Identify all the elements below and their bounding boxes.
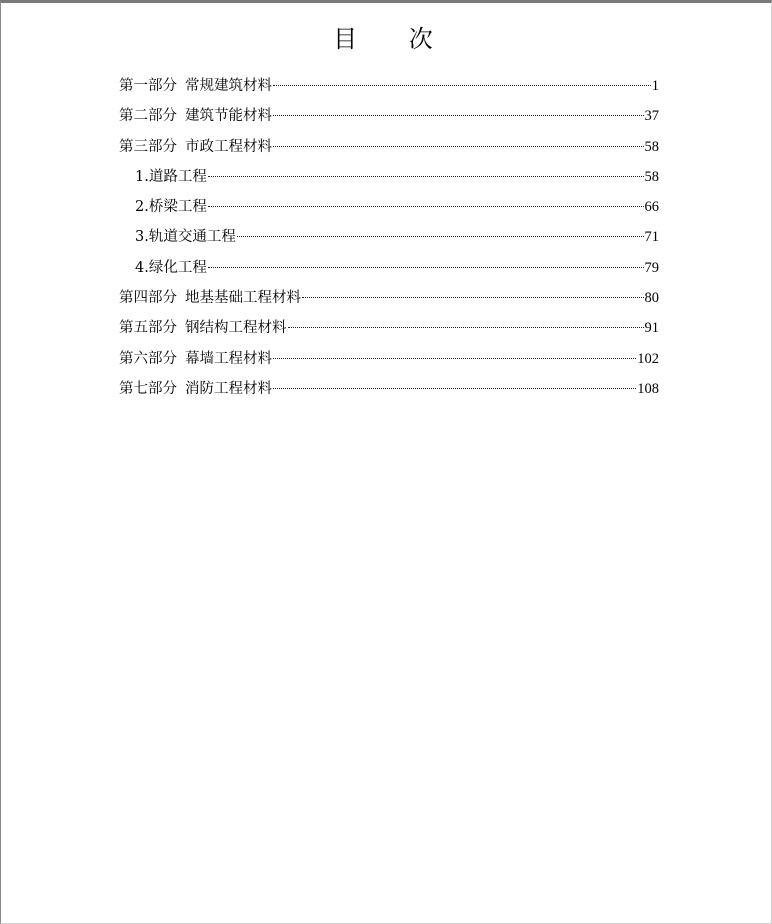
- toc-entry-prefix: 第四部分: [119, 290, 177, 307]
- toc-entry-page: 79: [644, 259, 659, 276]
- toc-entry-title: 消防工程材料: [185, 380, 272, 397]
- dot-leader: [273, 85, 651, 86]
- toc-entry-title: 2.桥梁工程: [135, 199, 207, 216]
- toc-entry-label: [119, 374, 272, 404]
- toc-entry-title: 建筑节能材料: [185, 108, 272, 125]
- toc-entry-title: 3.轨道交通工程: [135, 229, 236, 246]
- dot-leader: [208, 176, 644, 177]
- toc-subentry-greening[interactable]: [119, 253, 659, 283]
- toc-entry-title: 钢结构工程材料: [185, 320, 287, 337]
- toc-entry-part-7[interactable]: [119, 374, 659, 404]
- toc-entry-page: 80: [644, 290, 659, 307]
- toc-entry-prefix: 第五部分: [119, 320, 177, 337]
- toc-entry-title: 4.绿化工程: [135, 259, 207, 276]
- toc-entry-part-5[interactable]: [119, 313, 659, 343]
- toc-entry-label: [119, 344, 272, 374]
- toc-entry-page: 37: [644, 108, 659, 125]
- toc-entry-page: 66: [644, 199, 659, 216]
- dot-leader: [273, 146, 644, 147]
- toc-subentry-bridges[interactable]: [119, 192, 659, 222]
- dot-leader: [237, 236, 644, 237]
- dot-leader: [288, 327, 644, 328]
- table-of-contents: [119, 71, 659, 404]
- toc-entry-part-6[interactable]: [119, 344, 659, 374]
- toc-entry-page: 102: [637, 350, 659, 367]
- toc-entry-prefix: 第二部分: [119, 108, 177, 125]
- dot-leader: [208, 267, 644, 268]
- toc-entry-prefix: 第六部分: [119, 350, 177, 367]
- toc-entry-label: [119, 283, 301, 313]
- toc-entry-title: 地基基础工程材料: [185, 290, 301, 307]
- toc-entry-title: 市政工程材料: [185, 138, 272, 155]
- toc-entry-prefix: 第一部分: [119, 78, 177, 94]
- toc-entry-page: 108: [637, 380, 659, 397]
- toc-entry-title: 幕墙工程材料: [185, 350, 272, 367]
- toc-entry-page: 1: [651, 78, 659, 94]
- toc-entry-page: 58: [644, 138, 659, 155]
- toc-entry-prefix: 第七部分: [119, 380, 177, 397]
- toc-entry-part-2[interactable]: [119, 101, 659, 131]
- toc-entry-page: 91: [644, 320, 659, 337]
- toc-entry-prefix: 第三部分: [119, 138, 177, 155]
- toc-entry-label: [119, 313, 287, 343]
- toc-entry-part-3[interactable]: [119, 132, 659, 162]
- dot-leader: [273, 388, 636, 389]
- toc-entry-part-1[interactable]: [119, 71, 659, 101]
- page-title: 目 次: [333, 25, 455, 53]
- dot-leader: [273, 115, 644, 116]
- dot-leader: [302, 297, 644, 298]
- toc-entry-page: 58: [644, 168, 659, 185]
- toc-entry-title: 常规建筑材料: [185, 78, 272, 94]
- dot-leader: [273, 358, 636, 359]
- dot-leader: [208, 206, 644, 207]
- toc-entry-page: 71: [644, 229, 659, 246]
- toc-entry-part-4[interactable]: [119, 283, 659, 313]
- toc-entry-label: [119, 101, 272, 131]
- toc-subentry-roads[interactable]: [119, 162, 659, 192]
- toc-entry-title: 1.道路工程: [135, 168, 207, 185]
- toc-subentry-rail-transit[interactable]: [119, 222, 659, 252]
- toc-entry-label: [119, 71, 272, 101]
- toc-entry-label: [119, 132, 272, 162]
